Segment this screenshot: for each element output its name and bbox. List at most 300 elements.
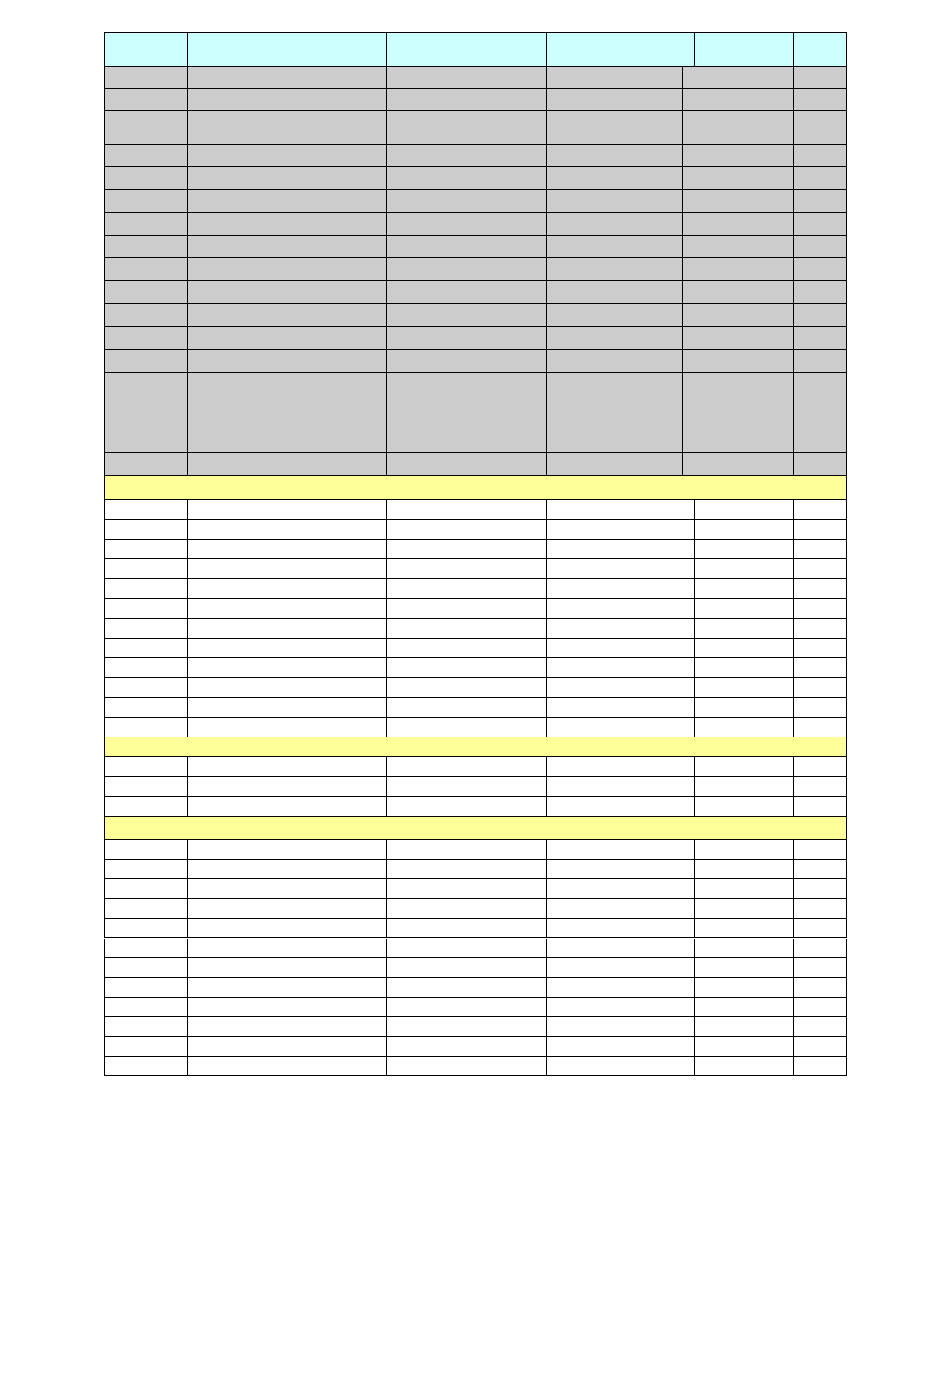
table-cell [188, 899, 387, 919]
table-cell [387, 500, 547, 520]
table-cell [104, 236, 188, 258]
table-cell [547, 350, 683, 373]
table-row [104, 520, 847, 540]
table-cell [387, 879, 547, 899]
gray-table-row [104, 213, 847, 236]
table-cell [794, 111, 847, 145]
table-cell [695, 978, 794, 998]
table-cell [188, 619, 387, 639]
table-row [104, 658, 847, 678]
table-cell [794, 958, 847, 978]
table-cell [695, 639, 794, 659]
table-cell [104, 718, 188, 738]
table-cell [387, 1057, 547, 1077]
table-cell [794, 718, 847, 738]
table-cell [695, 840, 794, 860]
table-cell [104, 958, 188, 978]
table-row [104, 639, 847, 659]
table-cell [387, 453, 547, 476]
table-cell [188, 304, 387, 327]
table-cell [695, 540, 794, 560]
table-cell [104, 281, 188, 304]
table-cell [695, 1017, 794, 1037]
column-header-cell [547, 32, 695, 67]
table-cell [683, 145, 794, 167]
table-row [104, 698, 847, 718]
table-cell [794, 67, 847, 89]
table-cell [547, 111, 683, 145]
table-cell [547, 559, 695, 579]
gray-table-row [104, 190, 847, 213]
table-cell [188, 718, 387, 738]
table-cell [683, 236, 794, 258]
table-cell [547, 958, 695, 978]
table-cell [188, 453, 387, 476]
column-header-cell [104, 32, 188, 67]
table-cell [104, 559, 188, 579]
table-cell [683, 373, 794, 453]
column-header-cell [387, 32, 547, 67]
table-cell [104, 327, 188, 350]
table-cell [683, 327, 794, 350]
table-cell [794, 919, 847, 939]
table-cell [695, 500, 794, 520]
table-cell [547, 860, 695, 880]
table-cell [104, 939, 188, 959]
table-cell [683, 453, 794, 476]
table-cell [188, 860, 387, 880]
table-cell [794, 281, 847, 304]
table-cell [387, 111, 547, 145]
table-cell [188, 111, 387, 145]
table-cell [695, 658, 794, 678]
table-cell [547, 520, 695, 540]
table-cell [547, 840, 695, 860]
table-cell [547, 757, 695, 777]
table-row [104, 777, 847, 797]
table-cell [387, 1037, 547, 1057]
table-cell [794, 757, 847, 777]
table-cell [387, 978, 547, 998]
gray-table-row [104, 453, 847, 476]
table-cell [188, 145, 387, 167]
table-cell [695, 698, 794, 718]
table-cell [794, 879, 847, 899]
table-cell [547, 190, 683, 213]
table-cell [794, 167, 847, 190]
table-cell [547, 373, 683, 453]
table-cell [547, 258, 683, 281]
section-band-label [104, 817, 847, 840]
table-cell [695, 939, 794, 959]
section-band-label [104, 476, 847, 500]
table-cell [794, 145, 847, 167]
gray-table-row [104, 111, 847, 145]
table-cell [794, 350, 847, 373]
table-cell [104, 167, 188, 190]
table-cell [794, 236, 847, 258]
table-row [104, 899, 847, 919]
table-cell [387, 658, 547, 678]
table-cell [683, 304, 794, 327]
table-cell [794, 1057, 847, 1077]
table-cell [547, 1037, 695, 1057]
table-cell [188, 658, 387, 678]
table-row [104, 678, 847, 698]
table-cell [387, 540, 547, 560]
section-band [104, 476, 847, 500]
table-cell [794, 678, 847, 698]
table-cell [794, 978, 847, 998]
table-cell [547, 678, 695, 698]
table-cell [794, 639, 847, 659]
table-cell [387, 718, 547, 738]
table-cell [104, 797, 188, 817]
table-cell [104, 599, 188, 619]
table-cell [387, 304, 547, 327]
table-cell [547, 879, 695, 899]
table-cell [188, 840, 387, 860]
table-cell [387, 919, 547, 939]
table-cell [387, 258, 547, 281]
table-cell [104, 777, 188, 797]
table-row [104, 978, 847, 998]
table-cell [104, 860, 188, 880]
table-row [104, 579, 847, 599]
table-cell [547, 978, 695, 998]
table-cell [547, 304, 683, 327]
table-cell [188, 520, 387, 540]
table-cell [695, 879, 794, 899]
table-cell [547, 540, 695, 560]
table-cell [387, 698, 547, 718]
table-cell [188, 978, 387, 998]
table-cell [547, 919, 695, 939]
table-cell [188, 939, 387, 959]
table-cell [547, 658, 695, 678]
table-cell [547, 797, 695, 817]
table-cell [387, 145, 547, 167]
table-cell [387, 840, 547, 860]
table-cell [387, 167, 547, 190]
table-cell [387, 619, 547, 639]
table-cell [695, 1037, 794, 1057]
table-cell [547, 327, 683, 350]
table-cell [387, 757, 547, 777]
table-cell [104, 757, 188, 777]
table-cell [188, 89, 387, 111]
table-cell [683, 281, 794, 304]
table-cell [104, 453, 188, 476]
section-band [104, 817, 847, 840]
table-cell [104, 190, 188, 213]
table-cell [695, 619, 794, 639]
table-cell [794, 304, 847, 327]
gray-table-row [104, 373, 847, 453]
table-cell [104, 213, 188, 236]
table-cell [695, 599, 794, 619]
table-cell [387, 190, 547, 213]
table-cell [794, 797, 847, 817]
table-cell [104, 919, 188, 939]
table-cell [188, 579, 387, 599]
table-cell [188, 167, 387, 190]
table-cell [794, 698, 847, 718]
table-cell [104, 978, 188, 998]
table-row [104, 559, 847, 579]
table-cell [547, 1017, 695, 1037]
column-header-cell [794, 32, 847, 67]
table-cell [188, 373, 387, 453]
gray-table-row [104, 67, 847, 89]
table-row [104, 1037, 847, 1057]
table-cell [683, 258, 794, 281]
table-cell [695, 520, 794, 540]
table-cell [794, 327, 847, 350]
table-cell [188, 190, 387, 213]
table-cell [387, 860, 547, 880]
column-header-cell [695, 32, 794, 67]
table-cell [387, 797, 547, 817]
table-cell [683, 213, 794, 236]
table-cell [104, 111, 188, 145]
table-cell [188, 639, 387, 659]
table-cell [547, 167, 683, 190]
table-cell [188, 540, 387, 560]
gray-table-row [104, 236, 847, 258]
table-cell [547, 777, 695, 797]
table-row [104, 840, 847, 860]
gray-table-row [104, 145, 847, 167]
table-cell [104, 67, 188, 89]
table-cell [683, 190, 794, 213]
table-cell [387, 579, 547, 599]
table-cell [695, 958, 794, 978]
table-cell [547, 899, 695, 919]
table-cell [695, 757, 794, 777]
table-cell [188, 757, 387, 777]
table-cell [547, 998, 695, 1018]
table-cell [387, 373, 547, 453]
table-cell [188, 327, 387, 350]
table-cell [188, 281, 387, 304]
table-cell [188, 67, 387, 89]
table-cell [387, 998, 547, 1018]
table-cell [104, 1017, 188, 1037]
table-cell [683, 67, 794, 89]
table-cell [104, 145, 188, 167]
table-cell [104, 879, 188, 899]
table-cell [188, 1037, 387, 1057]
table-cell [794, 373, 847, 453]
table-cell [794, 1037, 847, 1057]
table-cell [695, 777, 794, 797]
table-cell [794, 658, 847, 678]
table-row [104, 718, 847, 738]
table-cell [387, 236, 547, 258]
table-cell [188, 599, 387, 619]
table-cell [104, 998, 188, 1018]
table-cell [188, 958, 387, 978]
table-cell [387, 281, 547, 304]
table-cell [547, 939, 695, 959]
table-cell [188, 500, 387, 520]
table-cell [547, 281, 683, 304]
table-cell [695, 797, 794, 817]
table-cell [104, 619, 188, 639]
table-row [104, 619, 847, 639]
table-row [104, 500, 847, 520]
table-cell [104, 540, 188, 560]
table-row [104, 958, 847, 978]
table-cell [104, 258, 188, 281]
table-cell [387, 639, 547, 659]
table-cell [387, 777, 547, 797]
table-cell [794, 1017, 847, 1037]
table-cell [104, 579, 188, 599]
table-cell [387, 559, 547, 579]
table-cell [547, 89, 683, 111]
table-cell [387, 520, 547, 540]
table-cell [104, 350, 188, 373]
table-cell [387, 89, 547, 111]
gray-table-row [104, 258, 847, 281]
table-cell [547, 67, 683, 89]
table-cell [188, 1057, 387, 1077]
table-cell [695, 718, 794, 738]
table-cell [547, 213, 683, 236]
table-cell [387, 958, 547, 978]
table-cell [794, 500, 847, 520]
table-cell [794, 213, 847, 236]
table-cell [683, 111, 794, 145]
table-cell [695, 919, 794, 939]
gray-table-row [104, 281, 847, 304]
table-cell [547, 718, 695, 738]
table-cell [695, 998, 794, 1018]
column-header-cell [188, 32, 387, 67]
table-cell [794, 998, 847, 1018]
table-row [104, 599, 847, 619]
table-cell [547, 453, 683, 476]
table-cell [683, 167, 794, 190]
table-cell [188, 559, 387, 579]
table-row [104, 757, 847, 777]
table-cell [104, 698, 188, 718]
table-cell [794, 258, 847, 281]
table-cell [547, 579, 695, 599]
table-row [104, 540, 847, 560]
table-cell [547, 639, 695, 659]
table-cell [683, 350, 794, 373]
table-cell [387, 67, 547, 89]
table-cell [188, 350, 387, 373]
table-header-row [104, 32, 847, 67]
table-cell [387, 939, 547, 959]
table-cell [547, 145, 683, 167]
table-row [104, 1057, 847, 1077]
table-cell [387, 599, 547, 619]
table-cell [794, 860, 847, 880]
table-cell [547, 619, 695, 639]
table-cell [104, 520, 188, 540]
table-cell [695, 678, 794, 698]
table-cell [695, 1057, 794, 1077]
table-cell [794, 599, 847, 619]
table-cell [104, 840, 188, 860]
table-cell [188, 797, 387, 817]
table-cell [547, 599, 695, 619]
table-cell [104, 89, 188, 111]
gray-table-row [104, 304, 847, 327]
table-cell [188, 258, 387, 281]
table-cell [387, 350, 547, 373]
gray-table-row [104, 167, 847, 190]
table-cell [188, 998, 387, 1018]
table-cell [387, 899, 547, 919]
table-cell [188, 1017, 387, 1037]
table-row [104, 939, 847, 959]
table-cell [794, 840, 847, 860]
table-cell [104, 1037, 188, 1057]
table-row [104, 879, 847, 899]
table-cell [188, 213, 387, 236]
table-cell [794, 540, 847, 560]
gray-table-row [104, 89, 847, 111]
table-cell [794, 777, 847, 797]
table-cell [794, 559, 847, 579]
table-cell [695, 559, 794, 579]
table-cell [104, 500, 188, 520]
table-cell [794, 939, 847, 959]
table-cell [188, 879, 387, 899]
gray-table-row [104, 327, 847, 350]
table-cell [794, 190, 847, 213]
table-row [104, 919, 847, 939]
table-cell [188, 919, 387, 939]
table-cell [794, 899, 847, 919]
table-cell [188, 236, 387, 258]
table-cell [104, 899, 188, 919]
table-cell [104, 658, 188, 678]
table-cell [104, 304, 188, 327]
table-cell [188, 698, 387, 718]
table-cell [104, 639, 188, 659]
table-cell [547, 1057, 695, 1077]
section-band-label [104, 737, 847, 757]
table-cell [104, 373, 188, 453]
table-cell [695, 860, 794, 880]
table-cell [794, 579, 847, 599]
table-row [104, 998, 847, 1018]
section-band [104, 737, 847, 757]
gray-table-row [104, 350, 847, 373]
table-cell [188, 777, 387, 797]
table-cell [387, 678, 547, 698]
table-cell [695, 579, 794, 599]
table-cell [794, 89, 847, 111]
table-cell [547, 698, 695, 718]
table-cell [387, 327, 547, 350]
table-cell [695, 899, 794, 919]
table-cell [683, 89, 794, 111]
table-cell [188, 678, 387, 698]
table-cell [104, 1057, 188, 1077]
table-cell [794, 520, 847, 540]
table-cell [547, 500, 695, 520]
table-row [104, 1017, 847, 1037]
table-cell [794, 619, 847, 639]
